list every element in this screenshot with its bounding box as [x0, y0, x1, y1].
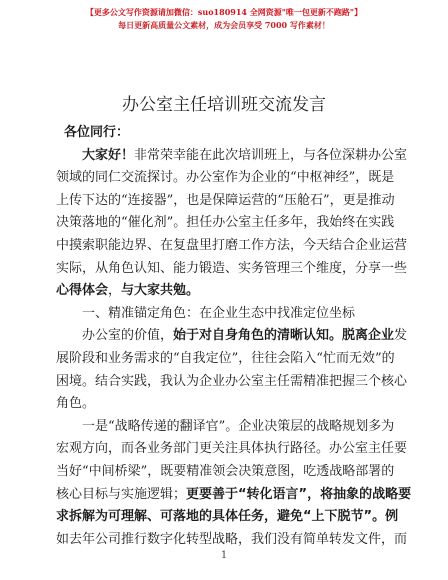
document-body [56, 122, 412, 551]
paragraph-2-line-2: 展阶段和业务需求的“自我定位”，往往会陷入“忙而无效”的 [56, 350, 395, 366]
paragraph-1-line-7 [56, 280, 390, 303]
paragraph-1-line-2: 领域的同仁交流探讨。办公室作为企业的“中枢神经”，既是 [56, 170, 395, 186]
promo-banner-line1: 【更多公文写作资源请加微信：suo180914 全网资源"唯一包更新不跑路"】 [85, 7, 363, 17]
paragraph-1-line-6: 实际，从角色认知、能力锻造、实务管理三个维度，分享一些 [56, 260, 408, 276]
paragraph-3-line-2: 宏观方向，而各业务部门更关注具体执行路径。办公室主任要 [56, 441, 408, 457]
bold-phrase: 与大家共勉。 [121, 283, 200, 299]
paragraph-3-line-4 [56, 484, 412, 507]
greeting-text: 大家好！ [82, 147, 135, 163]
text-span: 非常荣幸能在此次培训班上，与各位深耕办公室 [134, 147, 408, 163]
paragraph-1-line-4: 决策落地的“催化剂”。担任办公室主任多年，我始终在实践 [56, 215, 395, 231]
paragraph-1-line-5: 中摸索职能边界、在复盘里打磨工作方法，今天结合企业运营 [56, 237, 408, 253]
paragraph-3-line-6: 如去年公司推行数字化转型战略，我们没有简单转发文件，而 [56, 531, 408, 547]
paragraph-3-line-3: 当好“中间桥梁”，既要精准领会决策意图，吃透战略部署的 [56, 463, 395, 479]
page-number: 1 [220, 550, 228, 561]
bold-phrase: 更要善于“转化语言”，将抽象的战略要 [186, 486, 412, 502]
paragraph-3-line-1: 一是“战略传递的翻译官”。企业决策层的战略规划多为 [82, 418, 395, 434]
paragraph-1-line-3: 上传下达的“连接器”，也是保障运营的“压舱石”，更是推动 [56, 192, 395, 208]
text-span: 核心目标与实施逻辑； [56, 486, 187, 502]
paragraph-2-line-1 [56, 325, 408, 348]
document-title: 办公室主任培训班交流发言 [122, 95, 326, 115]
paragraph-2-line-4: 角色。 [56, 396, 96, 412]
text-span: ， [108, 283, 122, 299]
promo-banner-line2: 每日更新高质量公文素材，成为会员享受 7000 写作素材！ [118, 20, 330, 30]
paragraph-1-line-1 [56, 145, 408, 168]
bold-phrase: 心得体会 [56, 283, 109, 299]
promo-banner [0, 6, 448, 31]
paragraph-2-line-3: 困境。结合实践，我认为企业办公室主任需精准把握三个核心 [56, 373, 408, 389]
paragraph-3-line-5: 求拆解为可理解、可落地的具体任务，避免“上下脱节”。例 [56, 509, 399, 525]
salutation: 各位同行： [64, 125, 130, 140]
text-span: 办公室的价值， [82, 328, 174, 344]
bold-phrase: 始于对自身角色的清晰认知。脱离企业 [173, 328, 395, 344]
text-span: 发 [394, 328, 408, 344]
section-heading-1: 一、精准锚定角色：在企业生态中找准定位坐标 [82, 305, 356, 321]
